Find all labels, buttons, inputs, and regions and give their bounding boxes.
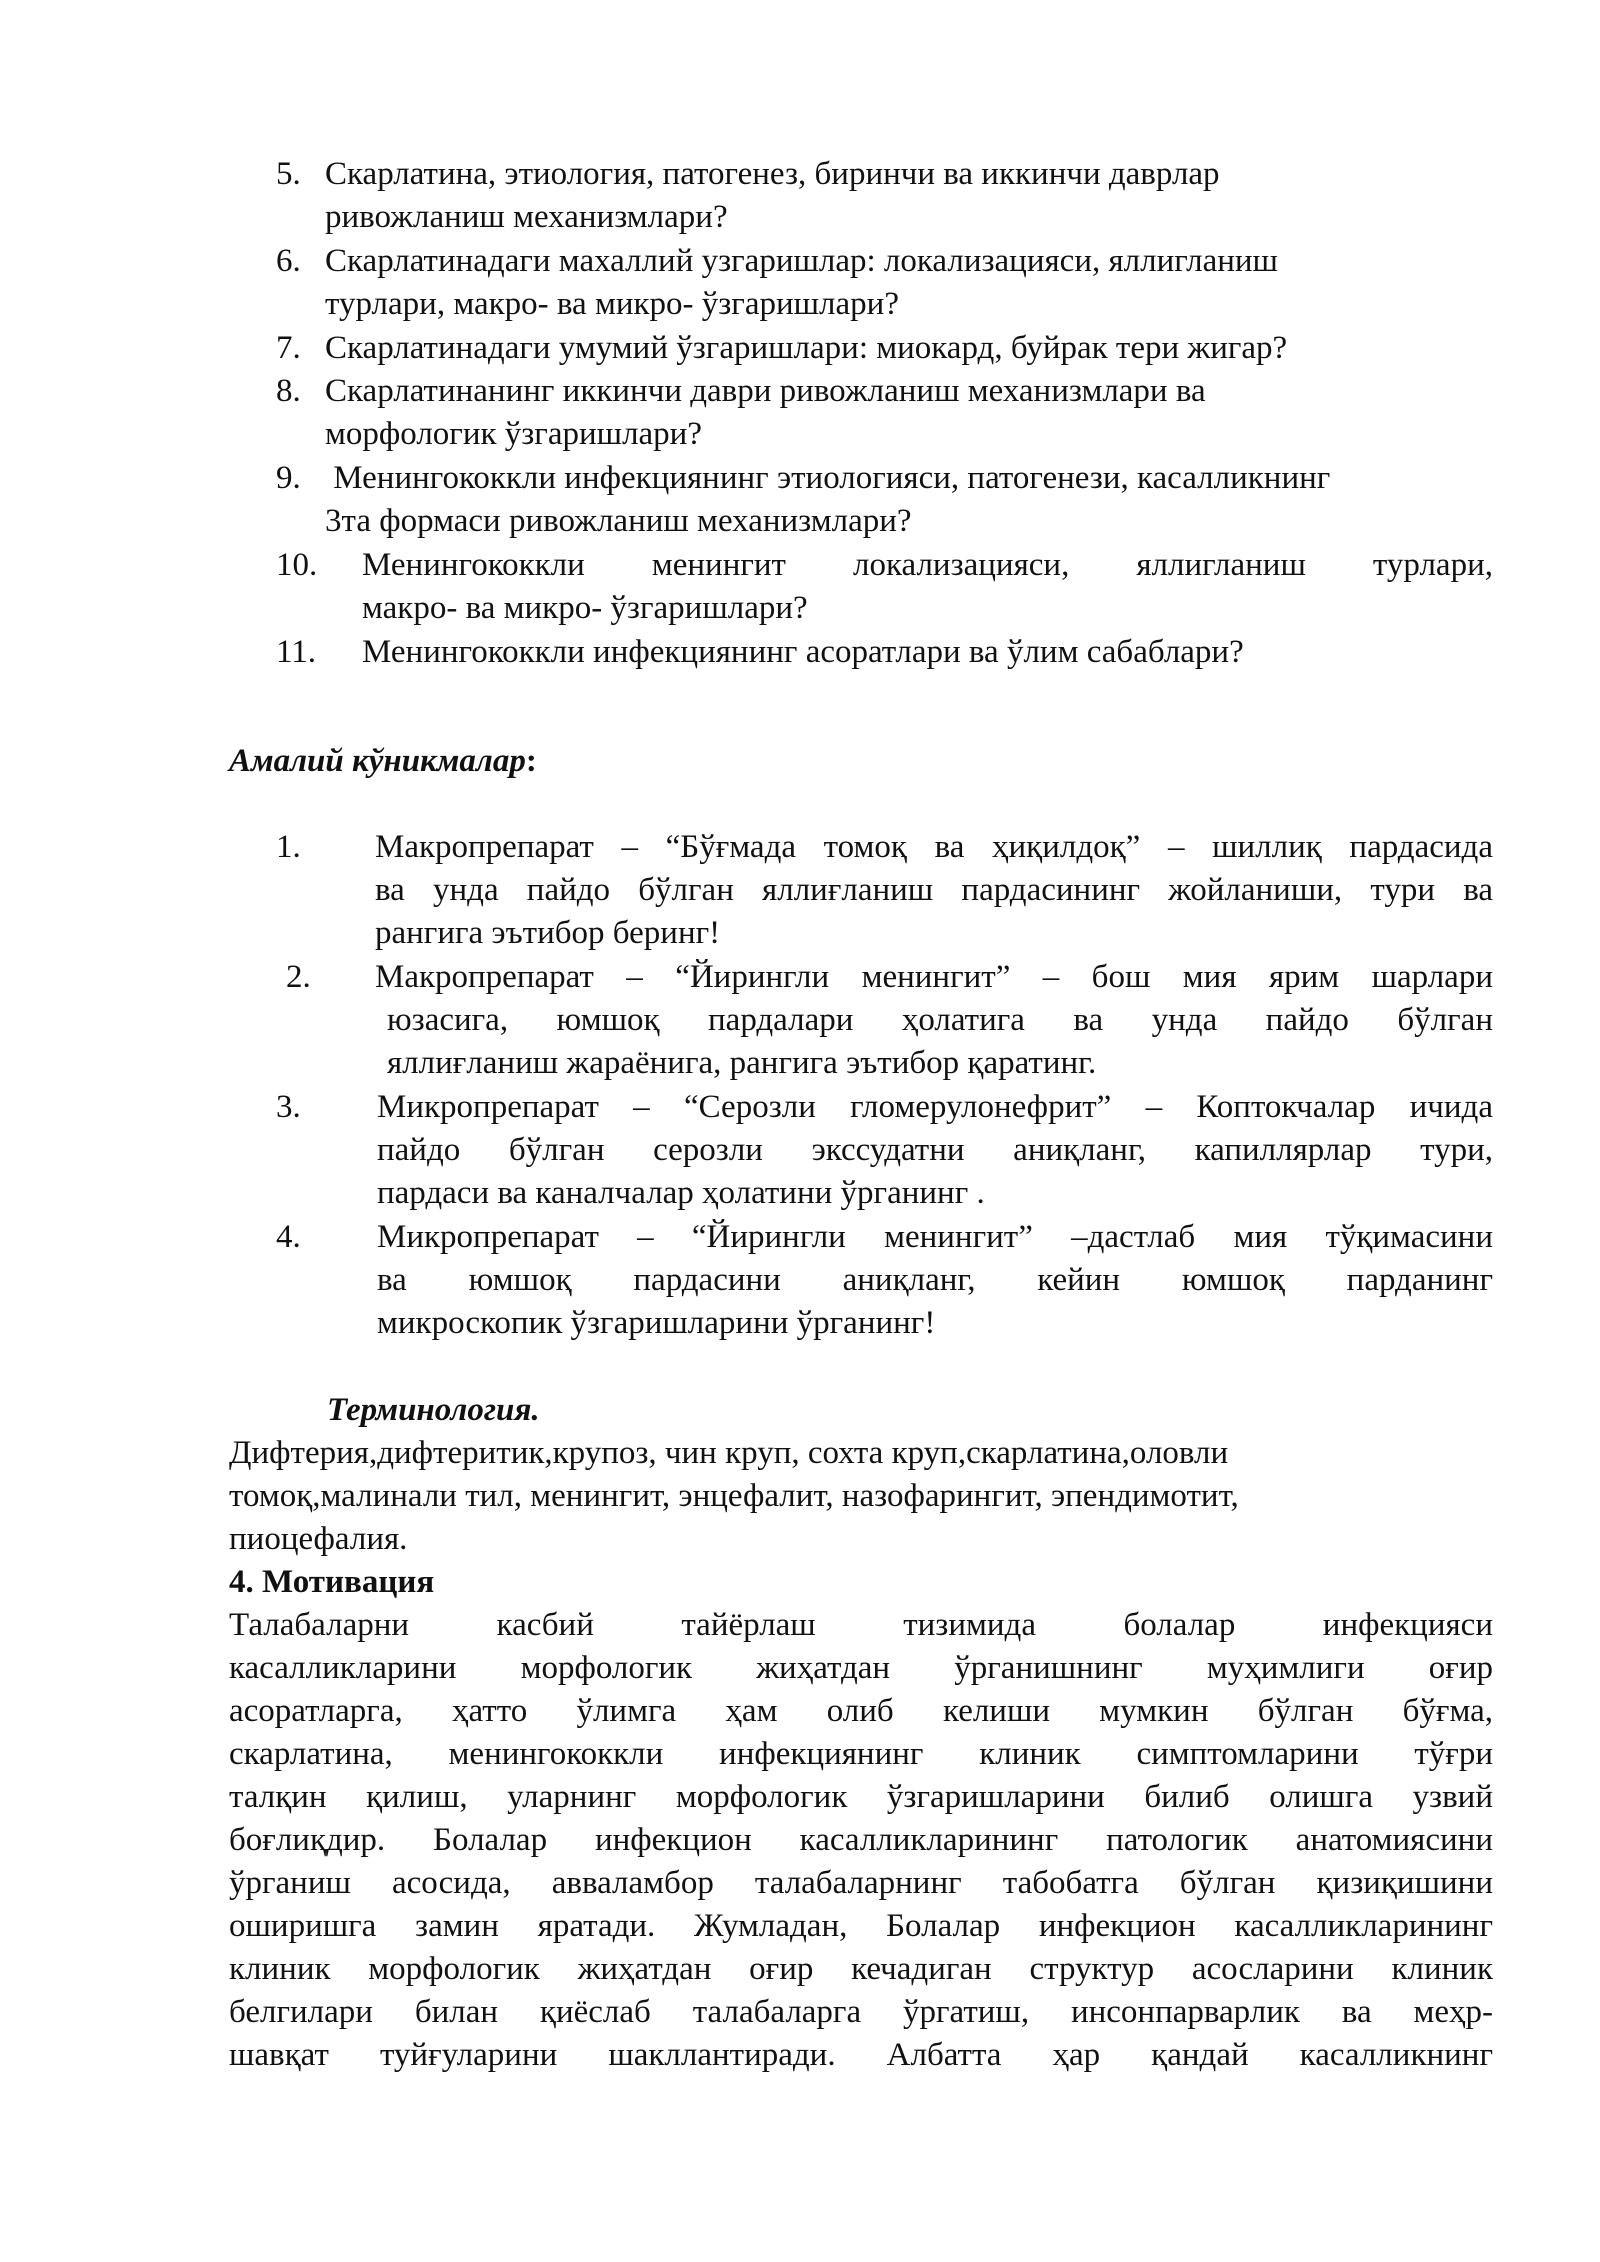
skills-heading-text: Амалий кўникмалар xyxy=(229,743,526,779)
motivation-line: ўрганиш асосида, авваламбор талабаларнинг табобатга бўлган қизиқишини xyxy=(229,1865,1493,1901)
question-line: Скарлатинадаги умумий ўзгаришлари: миокард, буйрак тери жигар? xyxy=(325,330,1288,366)
question-number: 11. xyxy=(276,634,317,670)
terminology-line: томоқ,малинали тил, менингит, энцефалит, назофарингит, эпендимотит, xyxy=(229,1478,1239,1514)
motivation-line: оширишга замин яратади. Жумладан, Болалар инфекцион касалликларининг xyxy=(229,1908,1493,1944)
skill-number: 3. xyxy=(276,1089,301,1125)
question-line: Менингококкли менингит локализацияси, яллигланиш турлари, xyxy=(362,547,1493,583)
motivation-line: белгилари билан қиёслаб талабаларга ўргатиш, инсонпарварлик ва меҳр- xyxy=(229,1994,1493,2030)
question-line: Скарлатинадаги махаллий узгаришлар: локализацияси, яллигланиш xyxy=(325,243,1278,279)
motivation-line: шавқат туйғуларини шакллантиради. Албатта ҳар қандай касалликнинг xyxy=(229,2037,1493,2073)
question-line: Скарлатинанинг иккинчи даври ривожланиш механизмлари ва xyxy=(325,373,1206,409)
question-line: Скарлатина, этиология, патогенез, биринчи ва иккинчи даврлар xyxy=(325,156,1220,192)
terminology-heading: Терминология. xyxy=(327,1392,540,1428)
question-number: 7. xyxy=(276,330,301,366)
skill-line: Макропрепарат – “Бўғмада томоқ ва ҳиқилдоқ” – шиллиқ пардасида xyxy=(375,829,1493,865)
motivation-line: талқин қилиш, уларнинг морфологик ўзгаришларини билиб олишга узвий xyxy=(229,1779,1493,1815)
skill-line: микроскопик ўзгаришларини ўрганинг! xyxy=(377,1305,936,1341)
motivation-line: клиник морфологик жиҳатдан оғир кечадиган структур асосларини клиник xyxy=(229,1951,1493,1987)
question-line: Менингококкли инфекциянинг асоратлари ва ўлим сабаблари? xyxy=(362,634,1244,670)
skill-line: Микропрепарат – “Йирингли менингит” –дастлаб мия тўқимасини xyxy=(377,1219,1493,1255)
question-number: 6. xyxy=(276,243,301,279)
terminology-line: пиоцефалия. xyxy=(229,1521,408,1557)
question-line: ривожланиш механизмлари? xyxy=(325,199,728,235)
skill-line: Макропрепарат – “Йирингли менингит” – бош мия ярим шарлари xyxy=(375,959,1493,995)
skill-line: яллиғланиш жараёнига, рангига эътибор қаратинг. xyxy=(387,1045,1097,1081)
question-number: 8. xyxy=(276,373,301,409)
motivation-line: скарлатина, менингококкли инфекциянинг клиник симптомларини тўғри xyxy=(229,1736,1493,1772)
motivation-heading: 4. Мотивация xyxy=(229,1564,435,1600)
question-line: макро- ва микро- ўзгаришлари? xyxy=(362,590,808,626)
question-number: 10. xyxy=(276,547,318,583)
question-line: морфологик ўзгаришлари? xyxy=(325,416,702,452)
skill-number: 2. xyxy=(286,959,311,995)
skill-line: ва юмшоқ пардасини аниқланг, кейин юмшоқ парданинг xyxy=(377,1262,1493,1298)
terminology-body xyxy=(229,1432,1493,1561)
skill-line: ва унда пайдо бўлган яллиғланиш пардасининг жойланиши, тури ва xyxy=(375,872,1493,908)
motivation-line: асоратларга, ҳатто ўлимга ҳам олиб келиши мумкин бўлган бўғма, xyxy=(229,1693,1493,1729)
skill-line: Микропрепарат – “Серозли гломерулонефрит” – Коптокчалар ичида xyxy=(377,1089,1493,1125)
question-line: 3та формаси ривожланиш механизмлари? xyxy=(325,503,912,539)
question-number: 9. xyxy=(276,460,301,496)
skill-line: пайдо бўлган серозли экссудатни аниқланг, капиллярлар тури, xyxy=(377,1132,1493,1168)
terminology-line: Дифтерия,дифтеритик,крупоз, чин круп, сохта круп,скарлатина,оловли xyxy=(229,1435,1229,1471)
question-number: 5. xyxy=(276,156,301,192)
question-line: Менингококкли инфекциянинг этиологияси, патогенези, касалликнинг xyxy=(325,460,1331,496)
skill-line: рангига эътибор беринг! xyxy=(375,915,721,951)
motivation-line: касалликларини морфологик жиҳатдан ўрганишнинг муҳимлиги оғир xyxy=(229,1650,1493,1686)
skills-heading-colon: : xyxy=(525,743,537,779)
skill-line: юзасига, юмшоқ пардалари ҳолатига ва унда пайдо бўлган xyxy=(387,1002,1493,1038)
motivation-line: боғлиқдир. Болалар инфекцион касалликларининг патологик анатомиясини xyxy=(229,1822,1493,1858)
motivation-body xyxy=(229,1604,1493,2077)
skill-number: 1. xyxy=(276,829,301,865)
skill-number: 4. xyxy=(276,1219,301,1255)
skills-heading xyxy=(229,740,537,783)
skill-line: пардаси ва каналчалар ҳолатини ўрганинг . xyxy=(377,1175,985,1211)
question-line: турлари, макро- ва микро- ўзгаришлари? xyxy=(325,286,899,322)
motivation-line: Талабаларни касбий тайёрлаш тизимида болалар инфекцияси xyxy=(229,1607,1493,1643)
